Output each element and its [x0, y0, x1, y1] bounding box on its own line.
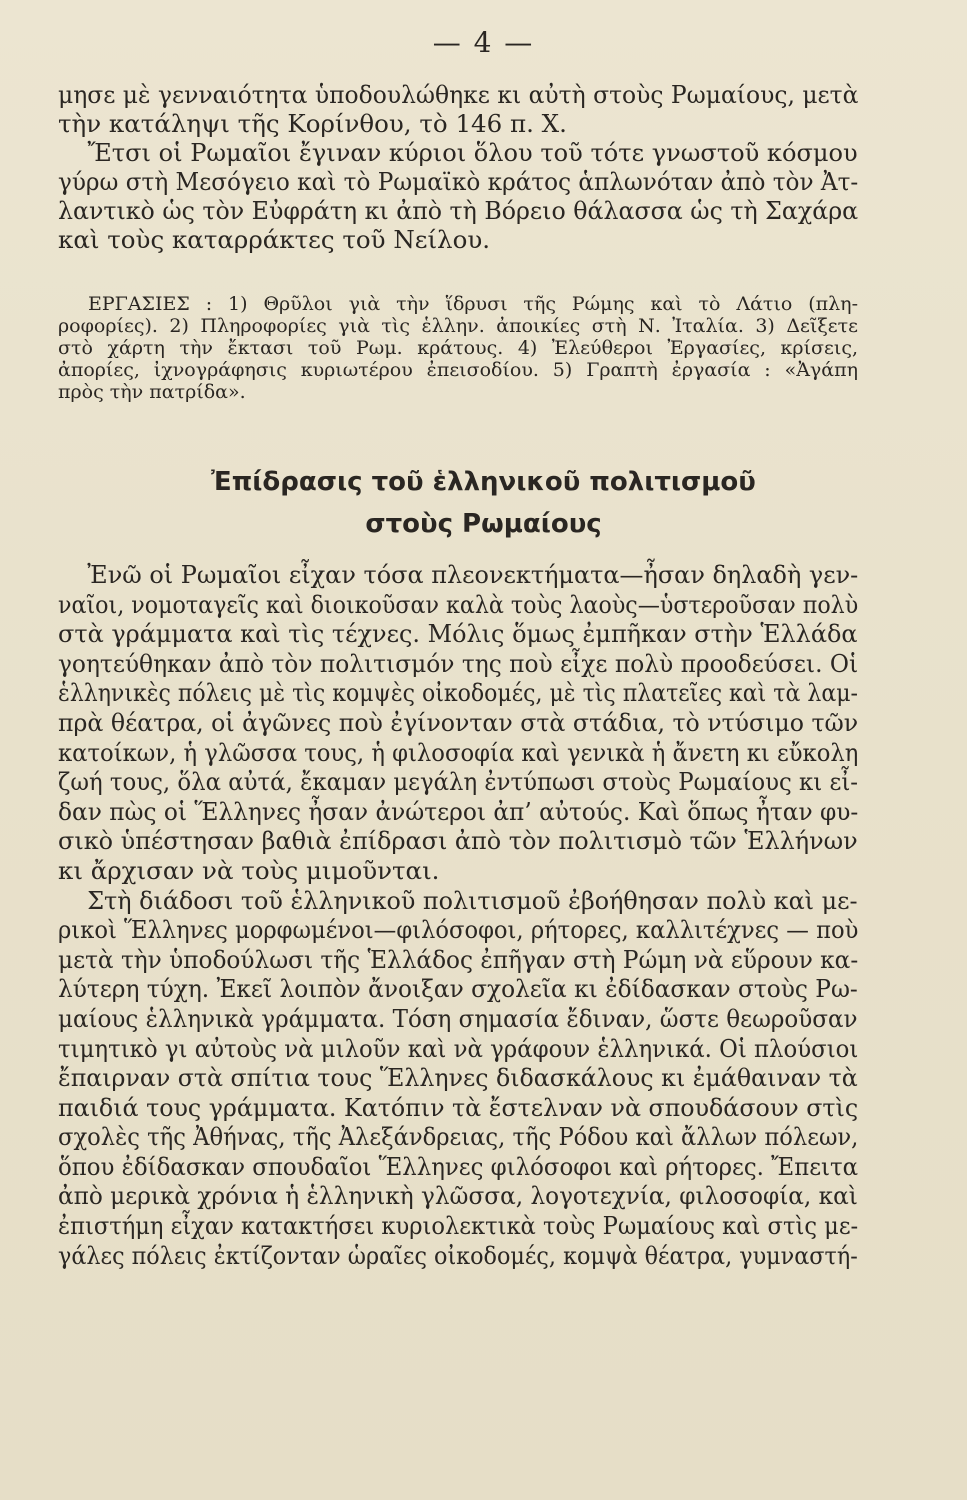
- section-subtitle: στοὺς Ρωμαίους: [365, 509, 602, 539]
- text-line: καὶ τοὺς καταρράκτες τοῦ Νείλου.: [58, 225, 491, 254]
- text-line: ἔπαιρναν στὰ σπίτια τους Ἕλληνες διδασκάλους κι ἐμάθαιναν τὰ: [58, 1063, 858, 1093]
- text-line: ροφορίες). 2) Πληροφορίες γιὰ τὶς ἑλλην. ἀποικίες στὴ Ν. Ἰταλία. 3) Δεῖξετε: [58, 315, 858, 337]
- text-line: ἀπὸ μερικὰ χρόνια ἡ ἑλληνικὴ γλῶσσα, λογοτεχνία, φιλοσοφία, καὶ: [58, 1181, 858, 1211]
- text-line: πρὸς τὴν πατρίδα».: [58, 381, 246, 403]
- text-line: στὰ γράμματα καὶ τὶς τέχνες. Μόλις ὅμως ἐμπῆκαν στὴν Ἑλλάδα: [58, 619, 858, 649]
- text-line: ἐπιστήμη εἶχαν κατακτήσει κυριολεκτικὰ τοὺς Ρωμαίους καὶ στὶς με-: [58, 1211, 859, 1241]
- text-line: ΕΡΓΑΣΙΕΣ : 1) Θρῦλοι γιὰ τὴν ἵδρυσι τῆς Ρώμης καὶ τὸ Λάτιο (πλη-: [88, 293, 858, 315]
- text-line: παιδιά τους γράμματα. Κατόπιν τὰ ἔστελναν νὰ σπουδάσουν στὶς: [58, 1092, 859, 1122]
- text-line: ὅπου ἐδίδασκαν σπουδαῖοι Ἕλληνες φιλόσοφοι καὶ ρήτορες. Ἔπειτα: [58, 1151, 859, 1181]
- text-line: ἀπορίες, ἰχνογράφησις κυριωτέρου ἐπεισοδίου. 5) Γραπτὴ ἐργασία : «Ἀγάπη: [58, 359, 858, 381]
- intro-paragraph: [58, 80, 858, 254]
- text-line: λαντικὸ ὡς τὸν Εὐφράτη κι ἀπὸ τὴ Βόρειο θάλασσα ὡς τὴ Σαχάρα: [58, 196, 859, 225]
- text-line: ναῖοι, νομοταγεῖς καὶ διοικοῦσαν καλὰ τοὺς λαοὺς—ὑστεροῦσαν πολὺ: [58, 589, 859, 619]
- text-line: ἑλληνικὲς πόλεις μὲ τὶς κομψὲς οἰκοδομές, μὲ τὶς πλατεῖες καὶ τὰ λαμ-: [58, 678, 858, 708]
- text-line: σικὸ ὑπέστησαν βαθιὰ ἐπίδρασι ἀπὸ τὸν πολιτισμὸ τῶν Ἑλλήνων: [58, 826, 858, 856]
- text-line: Στὴ διάδοσι τοῦ ἑλληνικοῦ πολιτισμοῦ ἐβοήθησαν πολὺ καὶ με-: [87, 885, 858, 915]
- text-line: μαίους ἑλληνικὰ γράμματα. Τόση σημασία ἔδιναν, ὥστε θεωροῦσαν: [58, 1003, 858, 1033]
- page-number: — 4 —: [432, 26, 535, 59]
- text-line: δαν πὼς οἱ Ἕλληνες ἦσαν ἀνώτεροι ἀπ’ αὐτούς. Καὶ ὅπως ἦταν φυ-: [58, 796, 859, 826]
- text-line: λύτερη τύχη. Ἐκεῖ λοιπὸν ἄνοιξαν σχολεῖα κι ἐδίδασκαν στοὺς Ρω-: [58, 974, 858, 1004]
- body-text: [58, 560, 858, 1270]
- text-line: ρικοὶ Ἕλληνες μορφωμένοι—φιλόσοφοι, ρήτορες, καλλιτέχνες — ποὺ: [58, 915, 859, 945]
- text-line: ζωή τους, ὅλα αὐτά, ἔκαμαν μεγάλη ἐντύπωσι στοὺς Ρωμαίους κι εἶ-: [58, 767, 858, 797]
- exercises-paragraph: [58, 293, 858, 403]
- text-line: πρὰ θέατρα, οἱ ἀγῶνες ποὺ ἐγίνονταν στὰ στάδια, τὸ ντύσιμο τῶν: [58, 707, 859, 737]
- text-line: τὴν κατάληψι τῆς Κορίνθου, τὸ 146 π. Χ.: [58, 109, 567, 138]
- text-line: κατοίκων, ἡ γλῶσσα τους, ἡ φιλοσοφία καὶ γενικὰ ἡ ἄνετη κι εὔκολη: [58, 737, 859, 767]
- text-line: Ἔτσι οἱ Ρωμαῖοι ἔγιναν κύριοι ὅλου τοῦ τότε γνωστοῦ κόσμου: [87, 138, 858, 167]
- text-line: Ἐνῶ οἱ Ρωμαῖοι εἶχαν τόσα πλεονεκτήματα—ἦσαν δηλαδὴ γεν-: [87, 560, 859, 589]
- text-line: γοητεύθηκαν ἀπὸ τὸν πολιτισμόν της ποὺ εἶχε πολὺ προοδεύσει. Οἱ: [58, 648, 859, 678]
- text-line: μετὰ τὴν ὑποδούλωσι τῆς Ἑλλάδος ἐπῆγαν στὴ Ρώμη νὰ εὕρουν κα-: [58, 944, 859, 974]
- text-line: γάλες πόλεις ἐκτίζονταν ὡραῖες οἰκοδομές, κομψὰ θέατρα, γυμναστή-: [58, 1240, 858, 1270]
- text-line: σχολὲς τῆς Ἀθήνας, τῆς Ἀλεξάνδρειας, τῆς Ρόδου καὶ ἄλλων πόλεων,: [58, 1122, 859, 1152]
- text-line: στὸ χάρτη τὴν ἔκτασι τοῦ Ρωμ. κράτους. 4) Ἐλεύθεροι Ἐργασίες, κρίσεις,: [58, 337, 858, 359]
- text-line: κι ἄρχισαν νὰ τοὺς μιμοῦνται.: [58, 855, 440, 885]
- text-line: τιμητικὸ γι αὐτοὺς νὰ μιλοῦν καὶ νὰ γράφουν ἑλληνικά. Οἱ πλούσιοι: [58, 1033, 859, 1063]
- section-title: Ἐπίδρασις τοῦ ἑλληνικοῦ πολιτισμοῦ: [211, 467, 756, 497]
- text-line: γύρω στὴ Μεσόγειο καὶ τὸ Ρωμαϊκὸ κράτος ἁπλωνόταν ἀπὸ τὸν Ἀτ-: [58, 167, 859, 196]
- text-line: μησε μὲ γενναιότητα ὑποδουλώθηκε κι αὐτὴ στοὺς Ρωμαίους, μετὰ: [58, 80, 859, 109]
